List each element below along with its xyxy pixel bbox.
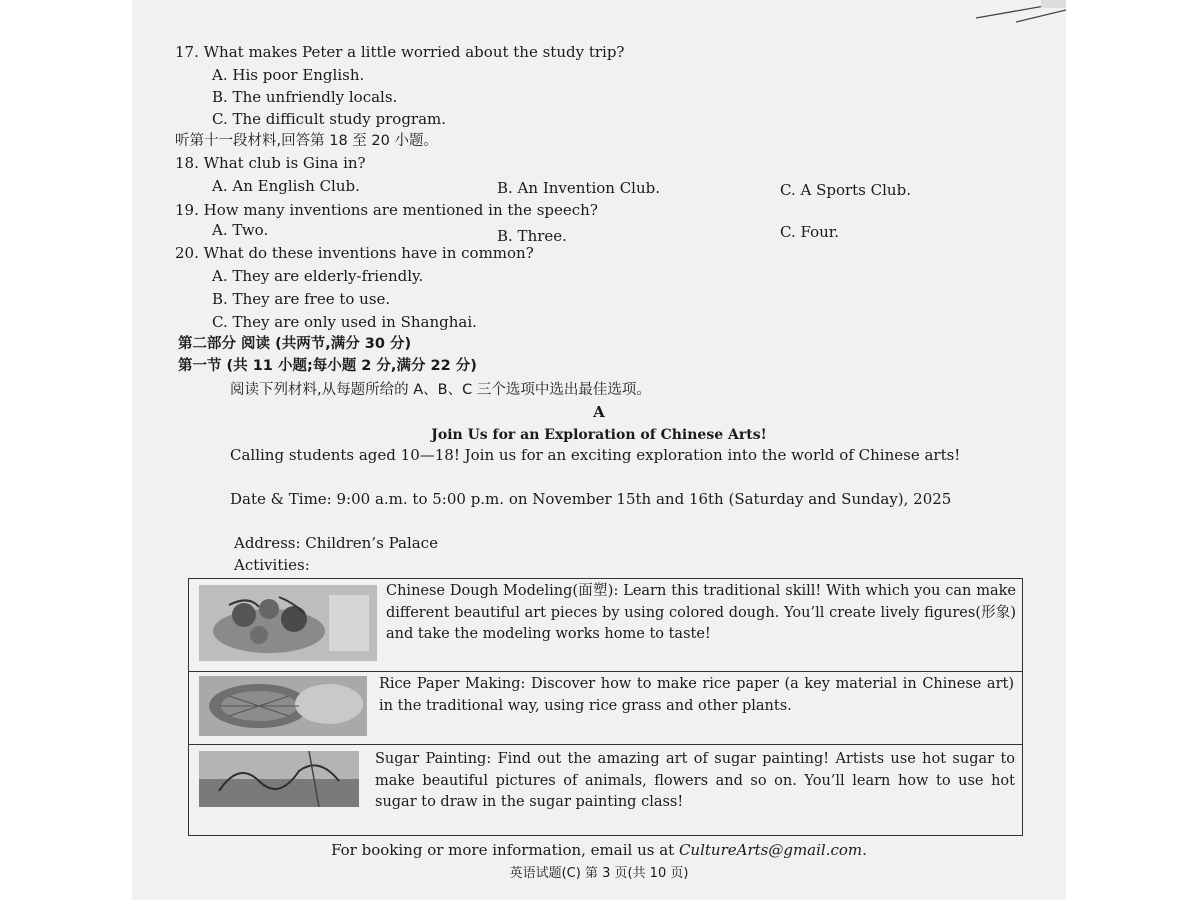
dough-figures-photo [199, 585, 377, 661]
q17-option-b: B. The unfriendly locals. [212, 88, 398, 106]
activity-dough-text: Chinese Dough Modeling(面塑): Learn this traditional skill! With which you can make different beautiful art pieces by using colored dough. You’ll create lively figures(形象) and take the modeling works home to taste! [386, 583, 1016, 642]
passage-title: Join Us for an Exploration of Chinese Arts! [431, 427, 767, 443]
activities-table [188, 578, 1023, 836]
q19-option-a: A. Two. [212, 221, 269, 239]
booking-suffix: . [862, 841, 867, 859]
booking-email: CultureArts@gmail.com [678, 841, 863, 859]
reading-instruction: 阅读下列材料,从每题所给的 A、B、C 三个选项中选出最佳选项。 [230, 382, 651, 398]
activities-label: Activities: [234, 556, 310, 574]
booking-line [132, 840, 1066, 860]
exam-page [132, 0, 1066, 900]
q17-option-c: C. The difficult study program. [212, 110, 447, 128]
passage-intro: Calling students aged 10—18! Join us for an exciting exploration into the world of Chinese arts! [230, 446, 961, 464]
question-17: 17. What makes Peter a little worried about the study trip? [175, 43, 625, 61]
activity-row-rice-paper [189, 672, 1022, 745]
booking-prefix: For booking or more information, email us at [331, 841, 679, 859]
q18-option-a: A. An English Club. [212, 177, 360, 195]
date-time: Date & Time: 9:00 a.m. to 5:00 p.m. on November 15th and 16th (Saturday and Sunday), 2025 [230, 490, 952, 508]
passage-letter: A [593, 403, 605, 421]
page-footer: 英语试题(C) 第 3 页(共 10 页) [509, 866, 689, 881]
q20-option-b: B. They are free to use. [212, 290, 391, 308]
q18-option-b: B. An Invention Club. [497, 179, 661, 197]
part-title: 第二部分 阅读 (共两节,满分 30 分) [178, 336, 412, 352]
question-19: 19. How many inventions are mentioned in the speech? [175, 201, 598, 219]
activity-rice-paper-text: Rice Paper Making: Discover how to make rice paper (a key material in Chinese art) in the traditional way, using rice grass and other plants. [379, 676, 1014, 714]
q19-option-c: C. Four. [780, 223, 840, 241]
question-20: 20. What do these inventions have in common? [175, 244, 534, 262]
activity-sugar-text: Sugar Painting: Find out the amazing art of sugar painting! Artists use hot sugar to make beautiful pictures of animals, flowers and so on. You’ll learn how to use hot sugar to draw in the sugar painting class! [375, 751, 1015, 810]
torn-corner-mark [866, 0, 1066, 25]
sugar-painting-photo [199, 751, 359, 807]
q17-option-a: A. His poor English. [212, 66, 365, 84]
activity-row-dough [189, 579, 1022, 672]
section-title: 第一节 (共 11 小题;每小题 2 分,满分 22 分) [178, 358, 477, 374]
q18-option-c: C. A Sports Club. [780, 181, 911, 199]
q19-option-b: B. Three. [497, 227, 567, 245]
rice-paper-baskets-photo [199, 676, 367, 736]
address: Address: Children’s Palace [234, 534, 438, 552]
section-intro: 听第十一段材料,回答第 18 至 20 小题。 [175, 133, 438, 149]
activity-row-sugar [189, 745, 1022, 837]
q20-option-a: A. They are elderly-friendly. [212, 267, 424, 285]
question-18: 18. What club is Gina in? [175, 154, 366, 172]
q20-option-c: C. They are only used in Shanghai. [212, 313, 477, 331]
